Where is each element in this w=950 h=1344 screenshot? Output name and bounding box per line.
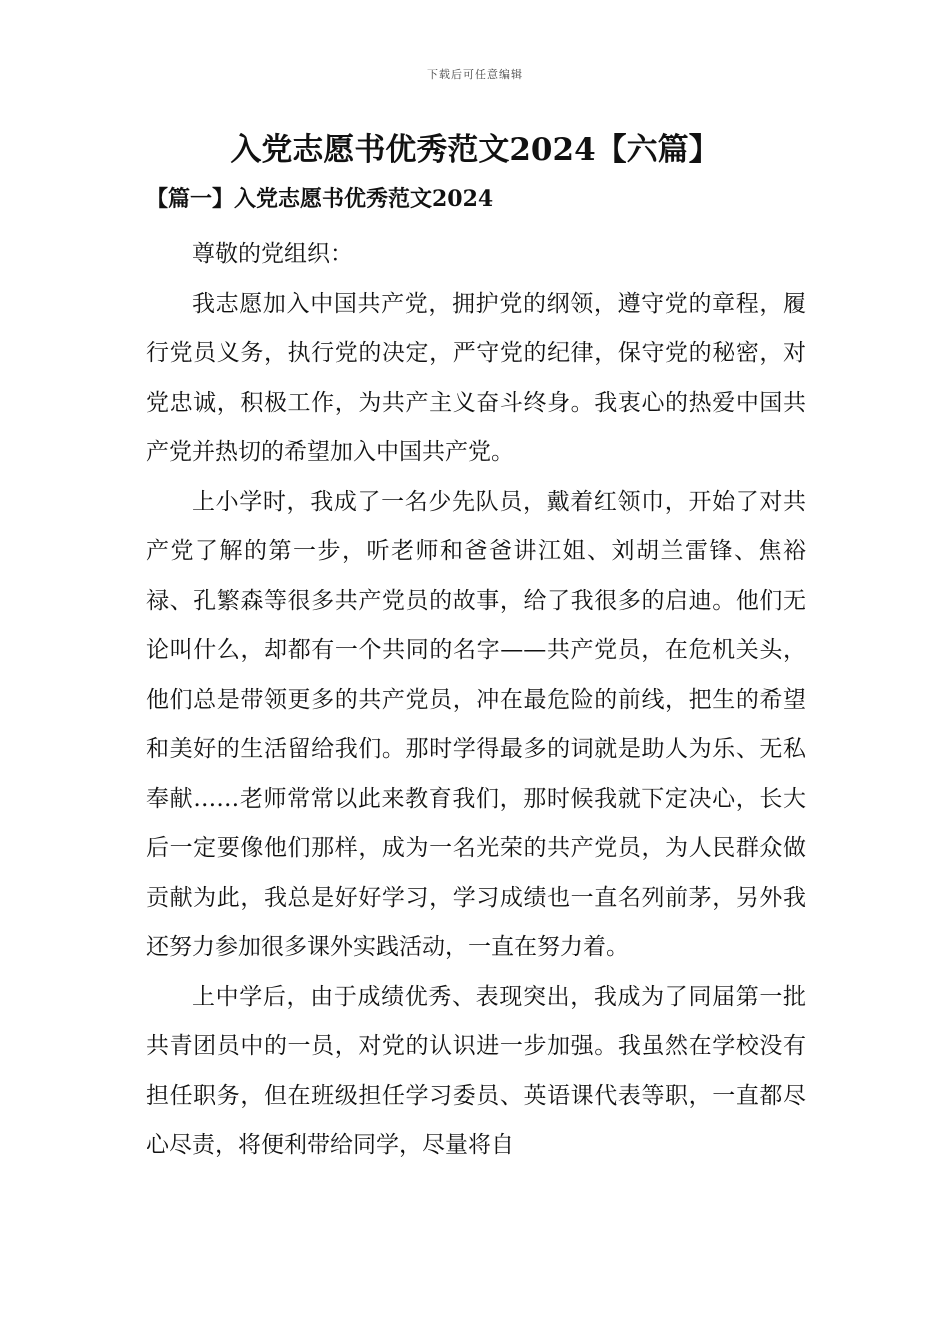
body-paragraph: 上中学后，由于成绩优秀、表现突出，我成为了同届第一批共青团员中的一员，对党的认识进一步加强。我虽然在学校没有担任职务，但在班级担任学习委员、英语课代表等职，一直都尽心尽责，将便利带给同学，尽量将自 <box>146 983 806 1158</box>
body-paragraph: 上小学时，我成了一名少先队员，戴着红领巾，开始了对共产党了解的第一步，听老师和爸爸讲江姐、刘胡兰雷锋、焦裕禄、孔繁森等很多共产党员的故事，给了我很多的启迪。他们无论叫什么，却都有一个共同的名字——共产党员，在危机关头，他们总是带领更多的共产党员，冲在最危险的前线，把生的希望和美好的生活留给我们。那时学得最多的词就是助人为乐、无私奉献……老师常常以此来教育我们，那时候我就下定决心，长大后一定要像他们那样，成为一名光荣的共产党员，为人民群众做贡献为此，我总是好好学习，学习成绩也一直名列前茅，另外我还努力参加很多课外实践活动，一直在努力着。 <box>146 488 806 960</box>
body-paragraph: 我志愿加入中国共产党，拥护党的纲领，遵守党的章程，履行党员义务，执行党的决定，严守党的纪律，保守党的秘密，对党忠诚，积极工作，为共产主义奋斗终身。我衷心的热爱中国共产党并热切的希望加入中国共产党。 <box>146 290 806 465</box>
section-heading: 【篇一】入党志愿书优秀范文2024 <box>146 186 494 212</box>
document-body <box>146 230 806 1171</box>
salutation-paragraph: 尊敬的党组织： <box>192 241 353 267</box>
page-header-note: 下载后可任意编辑 <box>427 68 523 81</box>
document-title: 入党志愿书优秀范文2024【六篇】 <box>230 132 720 168</box>
